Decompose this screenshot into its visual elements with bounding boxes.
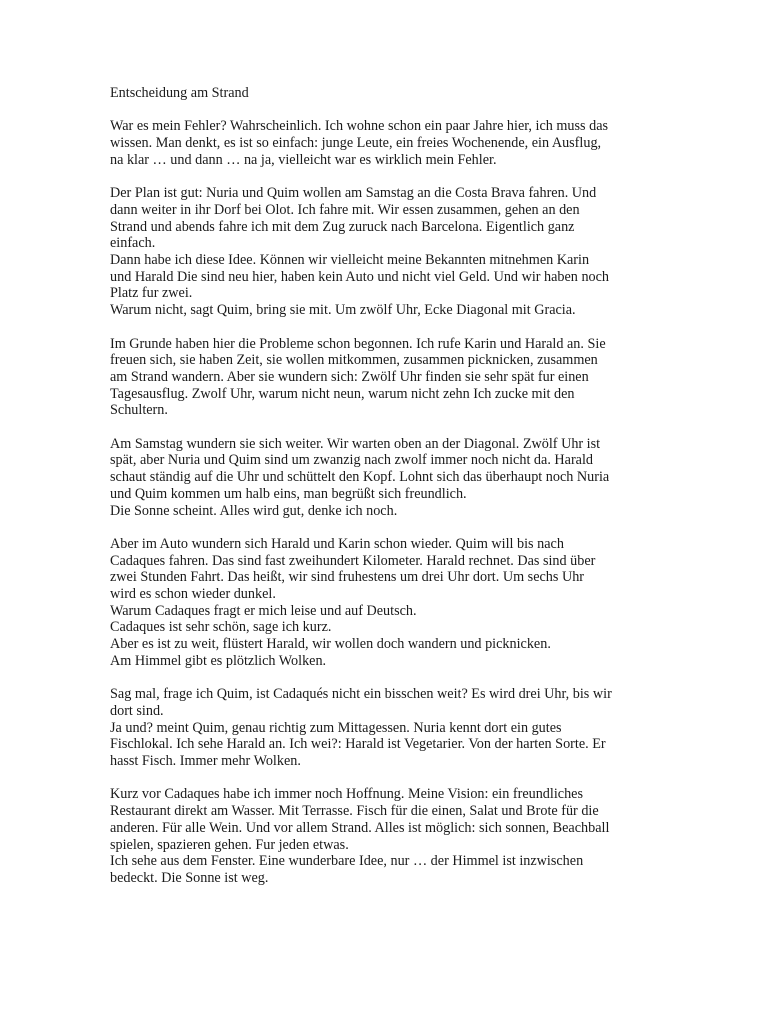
text-line: freuen sich, sie haben Zeit, sie wollen mitkommen, zusammen picknicken, zusammen [110,352,598,369]
text-line: am Strand wandern. Aber sie wundern sich: Zwölf Uhr finden sie sehr spät fur einen [110,368,589,385]
text-line: zwei Stunden Fahrt. Das heißt, wir sind fruhestens um drei Uhr dort. Um sechs Uhr [110,569,585,586]
paragraph [110,185,665,319]
text-line: einfach. [110,235,156,252]
paragraph [110,118,665,168]
text-line: und Quim kommen um halb eins, man begrüßt sich freundlich. [110,485,467,502]
text-line: Platz fur zwei. [110,285,193,302]
text-line: Cadaques ist sehr schön, sage ich kurz. [110,619,332,636]
paragraph [110,336,665,420]
text-line: Fischlokal. Ich sehe Harald an. Ich wei?: Harald ist Vegetarier. Von der harten Sorte. Er [110,736,606,753]
text-line: Die Sonne scheint. Alles wird gut, denke ich noch. [110,502,398,519]
text-line: Warum nicht, sagt Quim, bring sie mit. Um zwölf Uhr, Ecke Diagonal mit Gracia. [110,302,576,319]
text-line: spielen, spazieren gehen. Fur jeden etwas. [110,836,349,853]
text-line: War es mein Fehler? Wahrscheinlich. Ich wohne schon ein paar Jahre hier, ich muss das [110,118,609,135]
text-line: Tagesausflug. Zwolf Uhr, warum nicht neun, warum nicht zehn Ich zucke mit den [110,385,575,402]
text-line: anderen. Für alle Wein. Und vor allem Strand. Alles ist möglich: sich sonnen, Beachball [110,819,610,836]
text-line: Strand und abends fahre ich mit dem Zug zuruck nach Barcelona. Eigentlich ganz [110,218,575,235]
paragraph [110,686,665,770]
document-body [110,118,665,886]
text-line: Ich sehe aus dem Fenster. Eine wunderbare Idee, nur … der Himmel ist inzwischen [110,853,584,870]
text-line: schaut ständig auf die Uhr und schüttelt den Kopf. Lohnt sich das überhaupt noch Nuria [110,469,610,486]
text-line: Aber im Auto wundern sich Harald und Karin schon wieder. Quim will bis nach [110,535,564,552]
text-line: Sag mal, frage ich Quim, ist Cadaqués nicht ein bisschen weit? Es wird drei Uhr, bis wir [110,686,612,703]
text-line: hasst Fisch. Immer mehr Wolken. [110,753,301,770]
text-line: bedeckt. Die Sonne ist weg. [110,869,269,886]
document-page [110,85,665,903]
text-line: Cadaques fahren. Das sind fast zweihundert Kilometer. Harald rechnet. Das sind über [110,552,596,569]
text-line: wird es schon wieder dunkel. [110,586,276,603]
text-line: wissen. Man denkt, es ist so einfach: junge Leute, ein freies Wochenende, ein Ausflug, [110,135,602,152]
text-line: und Harald Die sind neu hier, haben kein Auto und nicht viel Geld. Und wir haben noch [110,268,610,285]
text-line: Schultern. [110,402,168,419]
paragraph [110,436,665,520]
text-line: dort sind. [110,702,164,719]
paragraph [110,786,665,886]
text-line: Ja und? meint Quim, genau richtig zum Mittagessen. Nuria kennt dort ein gutes [110,719,562,736]
text-line: Kurz vor Cadaques habe ich immer noch Hoffnung. Meine Vision: ein freundliches [110,786,583,803]
paragraph [110,536,665,670]
text-line: Warum Cadaques fragt er mich leise und auf Deutsch. [110,602,417,619]
text-line: Restaurant direkt am Wasser. Mit Terrasse. Fisch für die einen, Salat und Brote für die [110,803,599,820]
text-line: Aber es ist zu weit, flüstert Harald, wir wollen doch wandern und picknicken. [110,636,551,653]
text-line: dann weiter in ihr Dorf bei Olot. Ich fahre mit. Wir essen zusammen, gehen an den [110,201,580,218]
text-line: spät, aber Nuria und Quim sind um zwanzig nach zwolf immer noch nicht da. Harald [110,452,594,469]
document-title: Entscheidung am Strand [110,85,249,101]
text-line: na klar … und dann … na ja, vielleicht war es wirklich mein Fehler. [110,151,497,168]
text-line: Am Samstag wundern sie sich weiter. Wir warten oben an der Diagonal. Zwölf Uhr ist [110,435,601,452]
text-line: Dann habe ich diese Idee. Können wir vielleicht meine Bekannten mitnehmen Karin [110,252,590,268]
text-line: Der Plan ist gut: Nuria und Quim wollen am Samstag an die Costa Brava fahren. Und [110,185,597,202]
text-line: Am Himmel gibt es plötzlich Wolken. [110,652,327,669]
text-line: Im Grunde haben hier die Probleme schon begonnen. Ich rufe Karin und Harald an. Sie [110,335,606,352]
